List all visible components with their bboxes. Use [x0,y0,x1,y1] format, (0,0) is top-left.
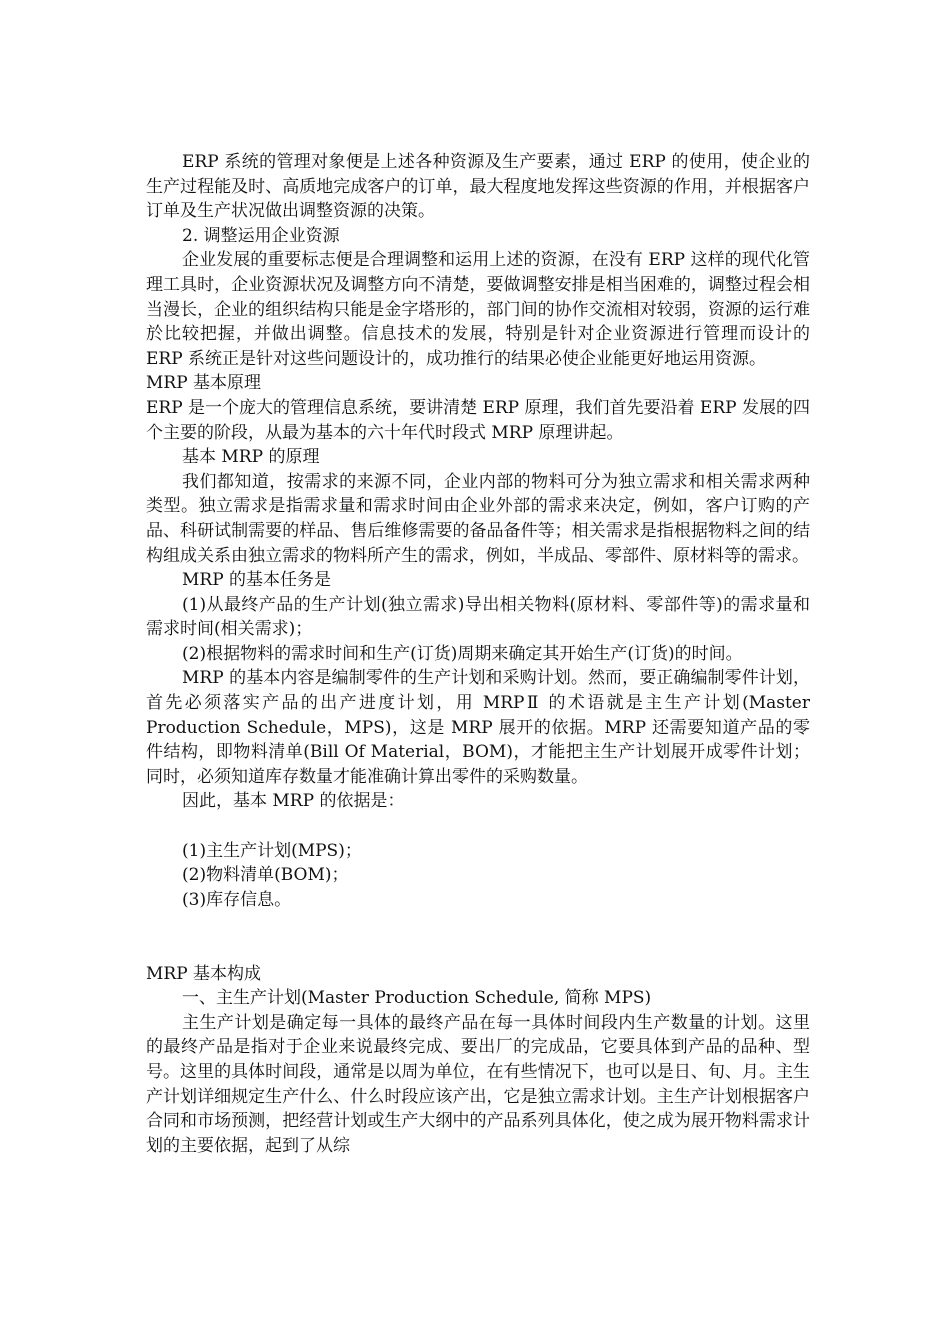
subheading-adjust-resources: 2. 调整运用企业资源 [182,225,340,246]
heading-mrp-basic-principle: MRP 基本原理 [146,373,262,394]
paragraph-demand-types: 我们都知道，按需求的来源不同，企业内部的物料可分为独立需求和相关需求两种类型。独立需求是指需求量和需求时间由企业外部的需求来决定，例如，客户订购的产品、科研试制需要的样品、售后维修需要的备品备件等；相关需求是指根据物料之间的结构组成关系由独立需求的物料所产生的需求，例如，半成品、零部件、原材料等的需求。 [146,471,810,566]
document-page [146,150,810,1158]
paragraph-task-1: (1)从最终产品的生产计划(独立需求)导出相关物料(原材料、零部件等)的需求量和需求时间(相关需求)； [146,594,810,640]
paragraph-mrp-content: MRP 的基本内容是编制零件的生产计划和采购计划。然而，要正确编制零件计划，首先必须落实产品的出产进度计划，用 MRPⅡ 的术语就是主生产计划(Master Production Schedule，MPS)，这是 MRP 展开的依据。MRP 还需要知道产品的零件结构，即物料清单(Bill Of Material，BOM)，才能把主生产计划展开成零件计划；同时，必须知道库存数量才能准确计算出零件的采购数量。 [146,668,810,787]
subheading-master-production-schedule: 一、主生产计划(Master Production Schedule, 简称 MPS) [182,988,652,1009]
paragraph-task-2: (2)根据物料的需求时间和生产(订货)周期来确定其开始生产(订货)的时间。 [182,643,743,664]
list-item-mps: (1)主生产计划(MPS)； [182,840,362,861]
blank-line [146,814,810,839]
subheading-mrp-tasks: MRP 的基本任务是 [182,570,332,591]
heading-mrp-composition: MRP 基本构成 [146,963,262,984]
paragraph-mrp-basis-intro: 因此，基本 MRP 的依据是： [182,791,405,812]
paragraph-mps-definition: 主生产计划是确定每一具体的最终产品在每一具体时间段内生产数量的计划。这里的最终产品是指对于企业来说最终完成、要出厂的完成品，它要具体到产品的品种、型号。这里的具体时间段，通常是以周为单位，在有些情况下，也可以是日、旬、月。主生产计划详细规定生产什么、什么时段应该产出，它是独立需求计划。主生产计划根据客户合同和市场预测，把经营计划或生产大纲中的产品系列具体化，使之成为展开物料需求计划的主要依据，起到了从综 [146,1012,810,1156]
list-item-inventory: (3)库存信息。 [182,889,292,910]
paragraph-erp-management-objects: ERP 系统的管理对象便是上述各种资源及生产要素，通过 ERP 的使用，使企业的生产过程能及时、高质地完成客户的订单，最大程度地发挥这些资源的作用，并根据客户订单及生产状况做出调整资源的决策。 [146,152,810,222]
paragraph-erp-overview: ERP 是一个庞大的管理信息系统，要讲清楚 ERP 原理，我们首先要沿着 ERP 发展的四个主要的阶段，从最为基本的六十年代时段式 MRP 原理讲起。 [146,397,810,443]
blank-lines [146,912,810,961]
subheading-basic-mrp-principle: 基本 MRP 的原理 [182,447,320,468]
paragraph-enterprise-development: 企业发展的重要标志便是合理调整和运用上述的资源，在没有 ERP 这样的现代化管理工具时，企业资源状况及调整方向不清楚，要做调整安排是相当困难的，调整过程会相当漫长，企业的组织结构只能是金字塔形的，部门间的协作交流相对较弱，资源的运行难於比较把握，并做出调整。信息技术的发展，特别是针对企业资源进行管理而设计的 ERP 系统正是针对这些问题设计的，成功推行的结果必使企业能更好地运用资源。 [146,250,810,369]
list-item-bom: (2)物料清单(BOM)； [182,865,349,886]
